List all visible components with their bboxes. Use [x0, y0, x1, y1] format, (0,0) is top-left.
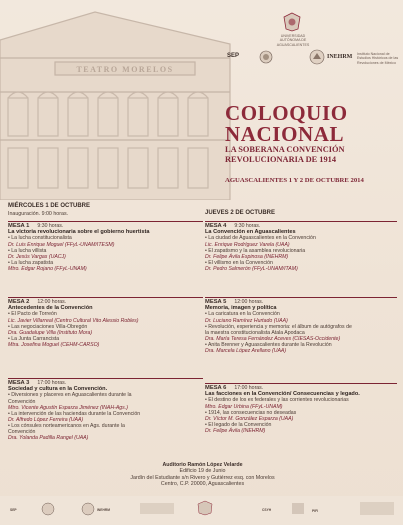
- mesa-title: Memoria, imagen y política: [205, 305, 277, 312]
- subtitle: [225, 145, 400, 164]
- mesa-6: [205, 383, 397, 434]
- footer-small-logo: [292, 503, 304, 514]
- mesa-speaker: Mtro. Vicente Agustín Esparza Jiménez (INAH-Ags.): [8, 404, 128, 411]
- inehrm-seal-icon: [309, 49, 325, 65]
- mesa-line: • La lucha villista: [8, 247, 47, 254]
- mesa-time: 12:00 horas.: [234, 299, 264, 306]
- mesa-speaker: Dr. Jesús Vargas (UACJ): [8, 253, 66, 260]
- mesa-line: • Diversiones y placeres en Aguascalientes durante la Convención: [8, 392, 132, 405]
- mesa-1: [8, 221, 203, 272]
- mesa-time: 9:30 horas.: [234, 223, 261, 230]
- mesa-speaker: Dr. Luciano Ramírez Hurtado (UAA): [205, 317, 288, 324]
- venue-line: Jardín del Estudiante s/n Rivero y Gutiérrez esq. con Morelos: [130, 474, 275, 481]
- mesa-speaker: Dr. Felipe Ávila Espinosa (INEHRM): [205, 253, 289, 260]
- mesa-speaker: Lic. Javier Villarreal (Centro Cultural Vito Alessio Robles): [8, 317, 139, 324]
- mesa-speaker: Dr. Alfredo López Ferreira (UAA): [8, 416, 84, 423]
- mesa-speaker: Dr. Luis Enrique Moguel (FFyL-UNAM/ITESM): [8, 241, 115, 248]
- mesa-4: [205, 221, 397, 272]
- mesa-line: • Las negociaciones Villa-Obregón: [8, 323, 88, 330]
- footer-inehrm-seal-icon: [82, 503, 94, 515]
- mesa-line: • El Pacto de Torreón: [8, 311, 57, 318]
- mesa-speaker: Dra. Marcela López Arellano (UAA): [205, 348, 287, 355]
- mesa-line: • El villismo en la Convención: [205, 259, 273, 266]
- mesa-line: • Los cónsules norteamericanos en Ags. durante la Convención: [8, 422, 125, 436]
- mesa-3: [8, 378, 203, 441]
- mesa-line: • Anita Brenner y Aguascalientes durante la Revolución: [205, 341, 332, 348]
- mesa-time: 17:00 horas.: [37, 380, 67, 387]
- mesa-line: • La Junta Carrancista: [8, 335, 60, 342]
- mesa-line: • El destino de los ex federales y las corrientes revolucionarias: [205, 397, 349, 404]
- mesa-time: 17:00 horas.: [234, 385, 264, 392]
- venue-line: Edificio 19 de Junio: [179, 468, 226, 475]
- mexico-seal-icon: [259, 50, 273, 64]
- subtitle-line-1: LA SOBERANA CONVENCIÓN: [225, 145, 345, 154]
- uaa-logo-text: UNIVERSIDAD AUTÓNOMA DE AGUASCALIENTES: [276, 34, 310, 47]
- mesa-time: 9:30 horas.: [37, 223, 64, 230]
- mesa-line: • Revolución, experiencia y memoria: el álbum de autógrafos de la maestra constitucionalista Atala Apodaca: [205, 323, 352, 336]
- mesa-time: 12:00 horas.: [37, 299, 67, 306]
- subtitle-line-2: REVOLUCIONARIA DE 1914: [225, 154, 337, 164]
- footer-logos: [0, 496, 403, 525]
- venue-block: [100, 462, 305, 487]
- mesa-line: • El zapatismo y la asamblea revolucionaria: [205, 247, 306, 254]
- mesa-line: • La caricatura en la Convención: [205, 311, 280, 318]
- theater-sign-text: TEATRO MORELOS: [76, 65, 174, 74]
- mesa-speaker: Dr. Felipe Ávila (INEHRM): [205, 427, 266, 434]
- mesa-line: • La lucha zapatista: [8, 259, 54, 266]
- mesa-label: MESA 4: [205, 223, 227, 230]
- footer-seal-icon: [42, 503, 54, 515]
- mesa-speaker: Mtra. Josefina Moguel (CEHM-CARSO): [8, 341, 100, 348]
- footer-pifi-text: PIFI: [312, 509, 319, 513]
- mesa-line: • El legado de la Convención: [205, 421, 272, 428]
- mesa-label: MESA 2: [8, 299, 30, 306]
- day1-opening: Inauguración. 9:00 horas.: [8, 211, 69, 217]
- day1-heading: MIÉRCOLES 1 DE OCTUBRE: [8, 203, 91, 209]
- mesa-speaker: Lic. Enrique Rodríguez Varela (UAA): [205, 241, 290, 248]
- mesa-title: Las facciones en la Convención/ Consecuencias y legado.: [205, 391, 360, 398]
- mesa-label: MESA 6: [205, 385, 227, 392]
- title-line-2: NACIONAL: [225, 122, 345, 146]
- mesa-title: Antecedentes de la Convención: [8, 305, 93, 312]
- mesa-speaker: Dra. María Teresa Fernández Aceves (CIESAS-Occidente): [205, 335, 341, 342]
- mesa-speaker: Mtro. Edgar Rojano (FFyL-UNAM): [8, 265, 87, 272]
- footer-gov-logo: [140, 503, 174, 514]
- uaa-logo: [283, 12, 301, 32]
- inehrm-desc-text: Instituto Nacional de Estudios Históricos de las Revoluciones de México: [357, 52, 399, 65]
- mesa-line: • La lucha constitucionalista: [8, 235, 72, 242]
- day2-heading: JUEVES 2 DE OCTUBRE: [205, 210, 276, 216]
- sep-logo-text: SEP: [227, 53, 240, 59]
- mesa-label: MESA 1: [8, 223, 30, 230]
- mesa-label: MESA 5: [205, 299, 227, 306]
- top-logos: [225, 10, 400, 82]
- event-dates: AGUASCALIENTES 1 Y 2 DE OCTUBRE 2014: [225, 177, 364, 184]
- mesa-title: La Convención en Aguascalientes: [205, 229, 296, 236]
- mesa-2: [8, 297, 203, 348]
- venue-title: Auditorio Ramón López Velarde: [162, 462, 243, 468]
- mesa-5: [205, 297, 397, 354]
- footer-csyh-text: CSYH: [262, 508, 272, 512]
- footer-sep-text: SEP: [10, 508, 17, 512]
- inehrm-logo-text: INEHRM: [327, 54, 353, 60]
- mesa-speaker: Dr. Pedro Salmerón (FFyL-UNAM/ITAM): [205, 265, 298, 272]
- mesa-line: • La ciudad de Aguascalientes en la Convención: [205, 235, 316, 242]
- mesa-line: • La intervención de las haciendas durante la Convención: [8, 410, 141, 417]
- mesa-title: La victoria revolucionaria sobre el gobierno huertista: [8, 229, 150, 236]
- mesa-speaker: Dra. Yolanda Padilla Rangel (UAA): [8, 435, 89, 442]
- mesa-speaker: Dra. Guadalupe Villa (Instituto Mora): [8, 329, 93, 336]
- footer-final-logo: [360, 502, 394, 515]
- footer-uaa-logo-icon: [198, 501, 212, 515]
- teatro-morelos-illustration: [0, 0, 235, 200]
- footer-inehrm-text: INEHRM: [97, 508, 111, 512]
- mesa-line: • 1914, las consecuencias no deseadas: [205, 409, 297, 416]
- mesa-speaker: Dr. Víctor M. González Esparza (UAA): [205, 415, 294, 422]
- mesa-title: Sociedad y cultura en la Convención.: [8, 386, 108, 393]
- venue-line: Centro, C.P. 20000, Aguascalientes: [160, 480, 245, 487]
- mesa-speaker: Mtro. Edgar Urbina (FFyL-UNAM): [205, 403, 283, 410]
- title-line-1: COLOQUIO: [225, 101, 348, 125]
- mesa-label: MESA 3: [8, 380, 30, 387]
